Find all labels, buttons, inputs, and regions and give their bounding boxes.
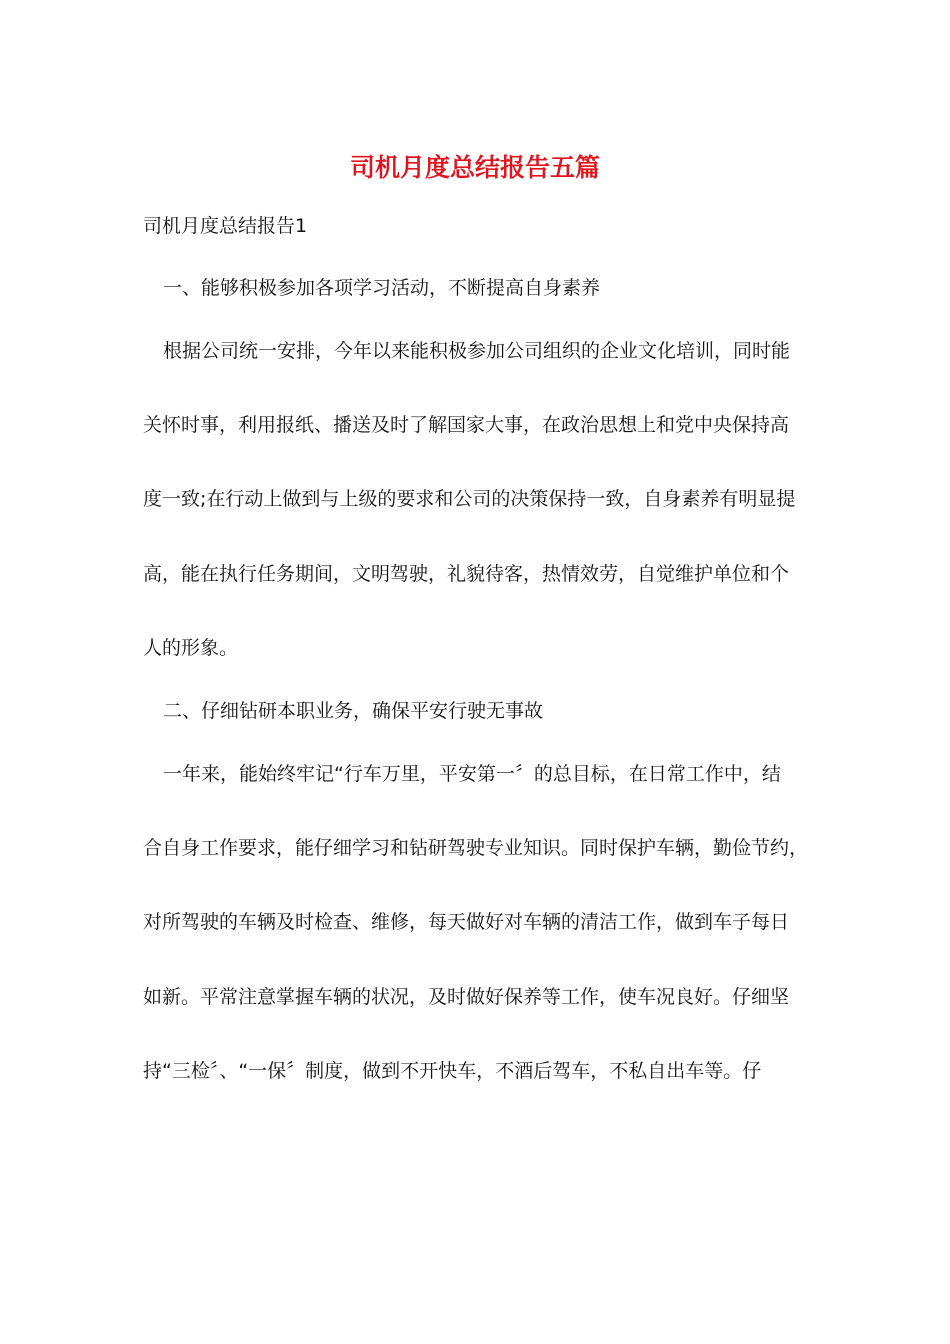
- paragraph-line: 度一致;在行动上做到与上级的要求和公司的决策保持一致，自身素养有明显提: [143, 488, 796, 510]
- paragraph-line: 对所驾驶的车辆及时检查、维修，每天做好对车辆的清洁工作，做到车子每日: [143, 911, 790, 933]
- paragraph-line: 合自身工作要求，能仔细学习和钻研驾驶专业知识。同时保护车辆，勤俭节约，: [143, 837, 809, 859]
- paragraph-line: 高，能在执行任务期间，文明驾驶，礼貌待客，热情效劳，自觉维护单位和个: [143, 563, 790, 585]
- section-heading-2: 二、仔细钻研本职业务，确保平安行驶无事故: [163, 700, 544, 722]
- paragraph-line: 如新。平常注意掌握车辆的状况，及时做好保养等工作，使车况良好。仔细坚: [143, 986, 790, 1008]
- paragraph-line: 持“三检〞、“一保〞制度，做到不开快车，不酒后驾车，不私自出车等。仔: [143, 1060, 762, 1082]
- report-subtitle: 司机月度总结报告1: [143, 215, 308, 237]
- paragraph-line: 人的形象。: [143, 637, 239, 659]
- paragraph-line: 一年来，能始终牢记“行车万里，平安第一〞的总目标，在日常工作中，结: [163, 763, 781, 785]
- document-title: 司机月度总结报告五篇: [349, 153, 600, 182]
- section-heading-1: 一、能够积极参加各项学习活动，不断提高自身素养: [163, 277, 601, 299]
- paragraph-line: 关怀时事，利用报纸、播送及时了解国家大事，在政治思想上和党中央保持高: [143, 414, 790, 436]
- paragraph-line: 根据公司统一安排，今年以来能积极参加公司组织的企业文化培训，同时能: [163, 340, 791, 362]
